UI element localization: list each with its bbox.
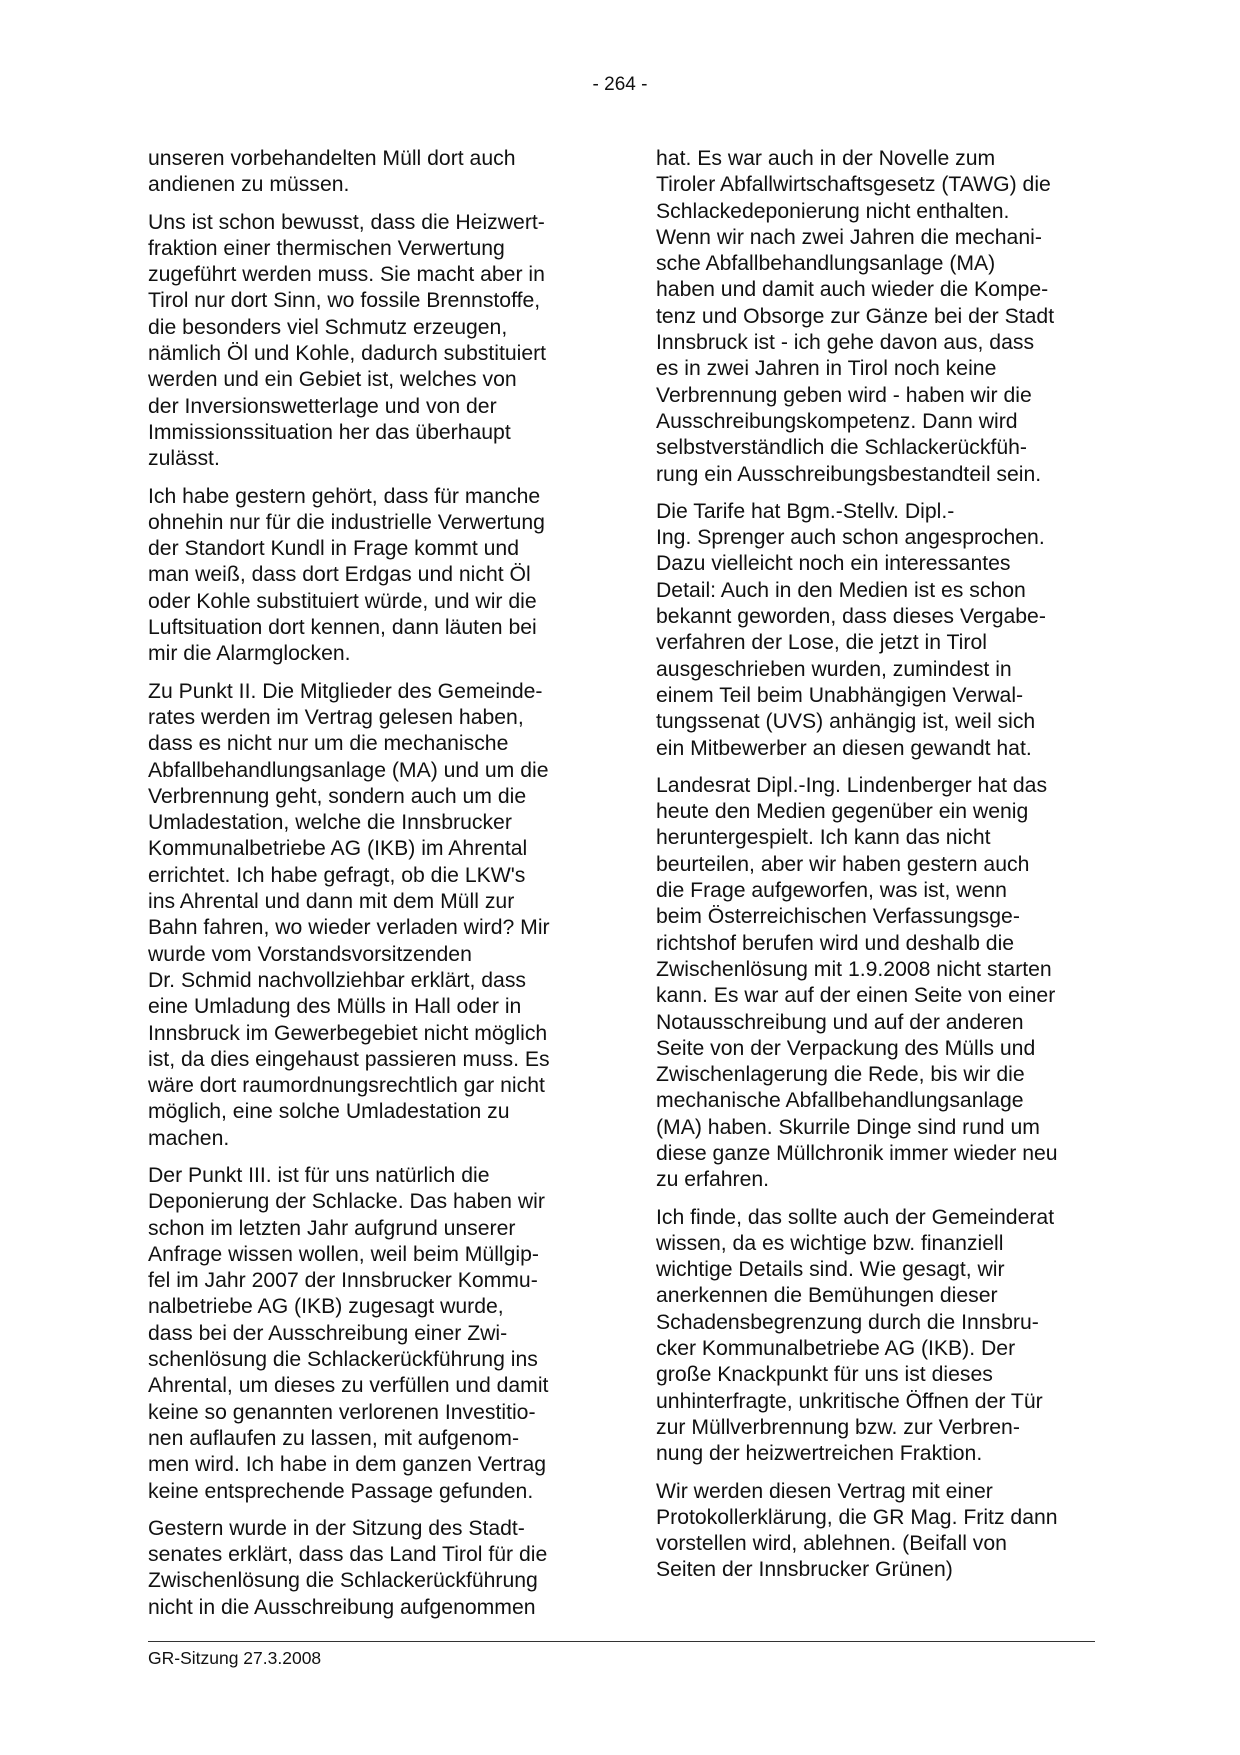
right-column xyxy=(656,146,1096,1595)
paragraph: Der Punkt III. ist für uns natürlich die Deponierung der Schlacke. Das haben wir schon im letzten Jahr aufgrund unserer Anfrage wissen wollen, weil beim Müllgip- fel im Jahr 2007 der Innsbrucker Kommu- nalbetriebe AG (IKB) zugesagt wurde, dass bei der Ausschreibung einer Zwi- schenlösung die Schlackerückführung ins Ahrental, um dieses zu verfüllen und damit keine so genannten verlorenen Investitio- nen auflaufen zu lassen, mit aufgenom- men wird. Ich habe in dem ganzen Vertrag keine entsprechende Passage gefunden. xyxy=(148,1163,549,1503)
paragraph: Die Tarife hat Bgm.-Stellv. Dipl.- Ing. Sprenger auch schon angesprochen. Dazu vielleicht noch ein interessantes Detail: Auch in den Medien ist es schon bekannt geworden, dass dieses Vergabe- verfahren der Lose, die jetzt in Tirol ausgeschrieben wurden, zumindest in einem Teil beim Unabhängigen Verwal- tungssenat (UVS) anhängig ist, weil sich ein Mitbewerber an diesen gewandt hat. xyxy=(656,499,1046,760)
paragraph: hat. Es war auch in der Novelle zum Tiroler Abfallwirtschaftsgesetz (TAWG) die Schlackedeponierung nicht enthalten. Wenn wir nach zwei Jahren die mechani- sche Abfallbehandlungsanlage (MA) haben und damit auch wieder die Kompe- tenz und Obsorge zur Gänze bei der Stadt Innsbruck ist - ich gehe davon aus, dass es in zwei Jahren in Tirol noch keine Verbrennung geben wird - haben wir die Ausschreibungskompetenz. Dann wird selbstverständlich die Schlackerückfüh- rung ein Ausschreibungsbestandteil sein. xyxy=(656,147,1055,486)
footer-divider xyxy=(148,1641,1095,1642)
paragraph: Wir werden diesen Vertrag mit einer Protokollerklärung, die GR Mag. Fritz dann vorstellen wird, ablehnen. (Beifall von Seiten der Innsbrucker Grünen) xyxy=(656,1479,1058,1582)
paragraph: Landesrat Dipl.-Ing. Lindenberger hat das heute den Medien gegenüber ein wenig heruntergespielt. Ich kann das nicht beurteilen, aber wir haben gestern auch die Frage aufgeworfen, was ist, wenn beim Österreichischen Verfassungsge- richtshof berufen wird und deshalb die Zwischenlösung mit 1.9.2008 nicht starten kann. Es war auf der einen Seite von einer Notausschreibung und auf der anderen Seite von der Verpackung des Mülls und Zwischenlagerung die Rede, bis wir die mechanische Abfallbehandlungsanlage (MA) haben. Skurrile Dinge sind rund um diese ganze Müllchronik immer wieder neu zu erfahren. xyxy=(656,773,1058,1192)
paragraph: Gestern wurde in der Sitzung des Stadt- senates erklärt, dass das Land Tirol für die Zwischenlösung die Schlackerückführung nicht in die Ausschreibung aufgenommen xyxy=(148,1516,548,1619)
paragraph: Ich habe gestern gehört, dass für manche ohnehin nur für die industrielle Verwertung der Standort Kundl in Frage kommt und man weiß, dass dort Erdgas und nicht Öl oder Kohle substituiert würde, und wir die Luftsituation dort kennen, dann läuten bei mir die Alarmglocken. xyxy=(148,484,545,666)
paragraph: Ich finde, das sollte auch der Gemeinderat wissen, da es wichtige bzw. finanziell wichtige Details sind. Wie gesagt, wir anerkennen die Bemühungen dieser Schadensbegrenzung durch die Innsbru- cker Kommunalbetriebe AG (IKB). Der große Knackpunkt für uns ist dieses unhinterfragte, unkritische Öffnen der Tür zur Müllverbrennung bzw. zur Verbren- nung der heizwertreichen Fraktion. xyxy=(656,1205,1055,1466)
paragraph: Uns ist schon bewusst, dass die Heizwert- fraktion einer thermischen Verwertung zugeführt werden muss. Sie macht aber in Tirol nur dort Sinn, wo fossile Brennstoffe, die besonders viel Schmutz erzeugen, nämlich Öl und Kohle, dadurch substituiert werden und ein Gebiet ist, welches von der Inversionswetterlage und von der Immissionssituation her das überhaupt zulässt. xyxy=(148,210,547,471)
paragraph: Zu Punkt II. Die Mitglieder des Gemeinde- rates werden im Vertrag gelesen haben, dass es nicht nur um die mechanische Abfallbehandlungsanlage (MA) und um die Verbrennung geht, sondern auch um die Umladestation, welche die Innsbrucker Kommunalbetriebe AG (IKB) im Ahrental errichtet. Ich habe gefragt, ob die LKW's ins Ahrental und dann mit dem Müll zur Bahn fahren, wo wieder verladen wird? Mir wurde vom Vorstandsvorsitzenden Dr. Schmid nachvollziehbar erklärt, dass eine Umladung des Mülls in Hall oder in Innsbruck im Gewerbegebiet nicht möglich ist, da dies eingehaust passieren muss. Es wäre dort raumordnungsrechtlich gar nicht möglich, eine solche Umladestation zu machen. xyxy=(148,679,550,1150)
left-column xyxy=(148,146,588,1632)
paragraph: unseren vorbehandelten Müll dort auch andienen zu müssen. xyxy=(148,147,516,197)
page-number: - 264 - xyxy=(592,74,648,95)
footer-text: GR-Sitzung 27.3.2008 xyxy=(148,1648,322,1668)
